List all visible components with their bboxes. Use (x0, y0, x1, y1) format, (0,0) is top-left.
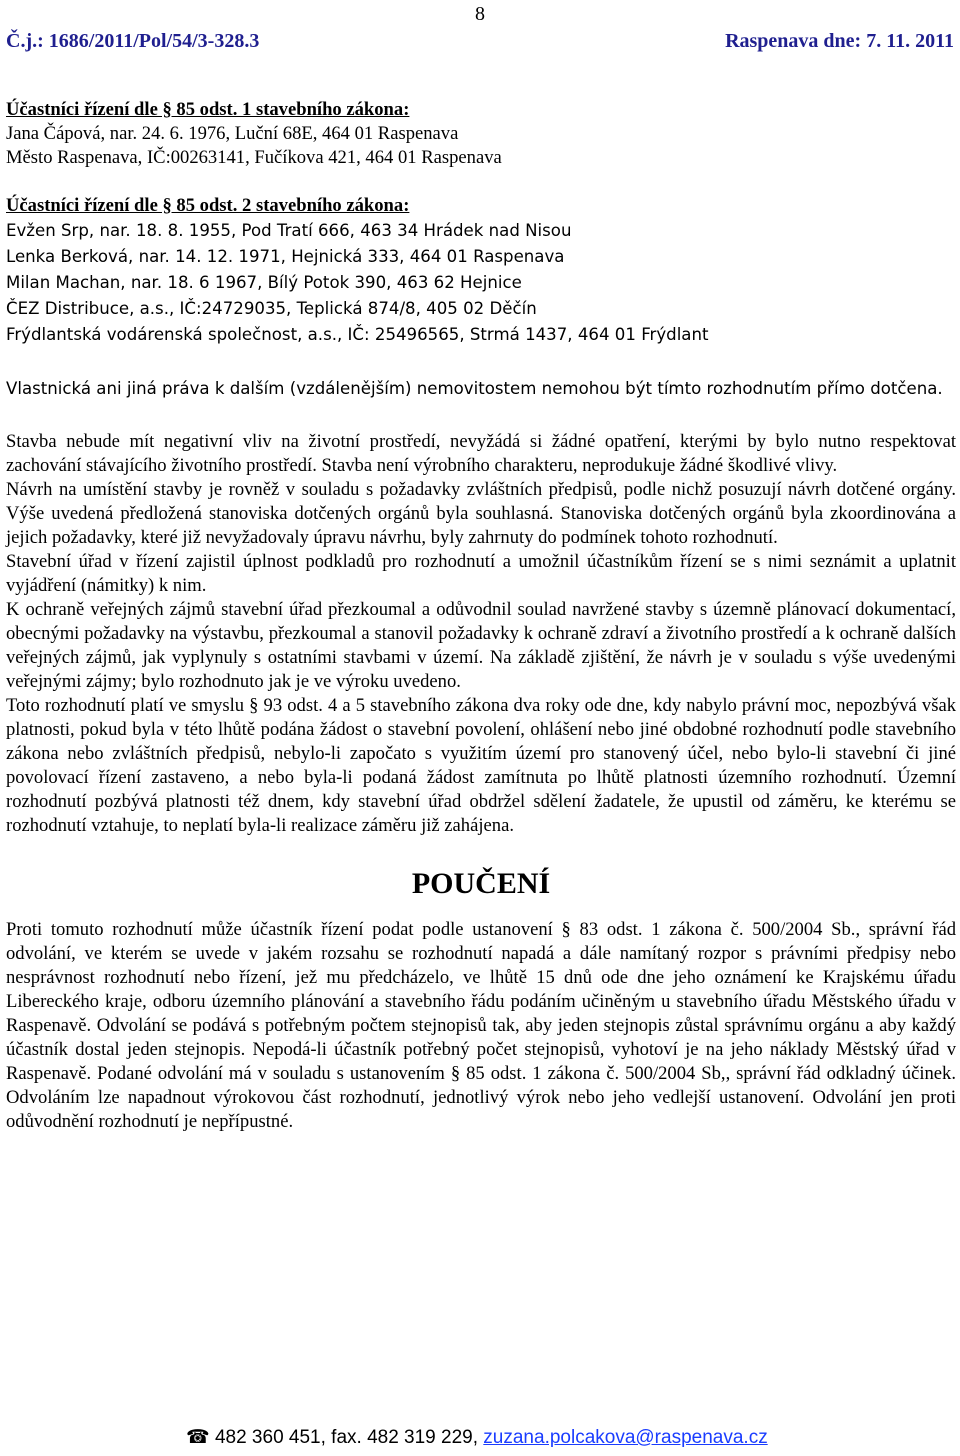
participant-line: Lenka Berková, nar. 14. 12. 1971, Hejnická 333, 464 01 Raspenava (6, 247, 565, 266)
reasoning-paragraph: Návrh na umístění stavby je rovněž v souladu s požadavky zvláštních předpisů, podle nichž posuzují návrh dotčené orgány. Výše uvedená předložená stanoviska dotčených orgánů byla souhlasná. Stanoviska dotčených orgánů byla zkoordinována a jejich požadavky, které již nevyžadovaly úpravu návrhu, byly zahrnuty do podmínek tohoto rozhodnutí. (6, 479, 956, 548)
reasoning-paragraph: Stavba nebude mít negativní vliv na životní prostředí, nevyžádá si žádné opatření, kterými by bylo nutno respektovat zachování stávajícího životního prostředí. Stavba není výrobního charakteru, neprodukuje žádné škodlivé vlivy. (6, 431, 956, 476)
participants-heading-2: Účastníci řízení dle § 85 odst. 2 stavebního zákona: (6, 195, 410, 216)
page-number: 8 (475, 3, 485, 25)
reasoning-paragraph: Toto rozhodnutí platí ve smyslu § 93 odst. 4 a 5 stavebního zákona dva roky ode dne, kdy nabylo právní moc, nepozbývá však platnosti, pokud byla v této lhůtě podána žádost o stavební povolení, ohlášení nebo jiné obdobné rozhodnutí podle stavebního zákona nebo zvláštních předpisů, nebylo-li započato s využitím území pro stanovený účel, nebo bylo-li stavební či jiné povolovací řízení zastaveno, a nebo byla-li podaná žádost zamítnuta po lhůtě platnosti územního rozhodnutí. Územní rozhodnutí pozbývá platnosti též dnem, kdy stavební úřad obdržel sdělení žadatele, že upustil od záměru, ke kterému se rozhodnutí vztahuje, to neplatí byla-li realizace záměru již zahájena. (6, 695, 956, 836)
contact-phone-fax: 482 360 451, fax. 482 319 229, (214, 1427, 484, 1448)
participant-line: Frýdlantská vodárenská společnost, a.s., IČ: 25496565, Strmá 1437, 464 01 Frýdlant (6, 325, 709, 344)
phone-icon: ☎ (186, 1427, 210, 1448)
participants-heading-1: Účastníci řízení dle § 85 odst. 1 stavebního zákona: (6, 99, 410, 120)
participant-line: Město Raspenava, IČ:00263141, Fučíkova 421, 464 01 Raspenava (6, 147, 502, 168)
reasoning-paragraph: Stavební úřad v řízení zajistil úplnost podkladů pro rozhodnutí a umožnil účastníkům řízení se s nimi seznámit a uplatnit vyjádření (námitky) k nim. (6, 551, 956, 596)
participants-section-1 (6, 98, 956, 170)
reasoning-paragraph: K ochraně veřejných zájmů stavební úřad přezkoumal a odůvodnil soulad navržené stavby s územně plánovací dokumentací, obecnými požadavky na výstavbu, přezkoumal a stanovil požadavky k ochraně zdraví a životního prostředí a k ochraně dalších veřejných zájmů, jak vyplynuly s ostatními stavbami v území. Na základě zjištění, že návrh je v souladu s výše uvedenými veřejnými zájmy; bylo rozhodnuto jak je ve výroku uvedeno. (6, 599, 956, 692)
rights-note: Vlastnická ani jiná práva k dalším (vzdálenějším) nemovitostem nemohou být tímto rozhodnutím přímo dotčena. (6, 379, 943, 398)
contact-footer (186, 1427, 768, 1449)
participant-line: Jana Čápová, nar. 24. 6. 1976, Luční 68E, 464 01 Raspenava (6, 123, 459, 144)
participant-line: Milan Machan, nar. 18. 6 1967, Bílý Potok 390, 463 62 Hejnice (6, 273, 522, 292)
participant-line: Evžen Srp, nar. 18. 8. 1955, Pod Tratí 666, 463 34 Hrádek nad Nisou (6, 221, 572, 240)
document-date: Raspenava dne: 7. 11. 2011 (725, 30, 954, 52)
reference-number: Č.j.: 1686/2011/Pol/54/3-328.3 (6, 30, 260, 52)
document-body (6, 98, 956, 1134)
pouceni-text: Proti tomuto rozhodnutí může účastník řízení podat podle ustanovení § 83 odst. 1 zákona č. 500/2004 Sb., správní řád odvolání, ve kterém se uvede v jakém rozsahu se rozhodnutí napadá a dále namítaný rozpor s právními předpisy nebo nesprávnost rozhodnutí nebo řízení, jež mu předcházelo, ve lhůtě 15 dnů ode dne jeho oznámení ke Krajskému úřadu Libereckého kraje, odboru územního plánování a stavebního řádu podáním učiněným u stavebního úřadu Městského úřadu v Raspenavě. Odvolání se podává s potřebným počtem stejnopisů tak, aby jeden stejnopis zůstal správnímu orgánu a aby každý účastník dostal jeden stejnopis. Nepodá-li účastník potřebný počet stejnopisů, vyhotoví je na jeho náklady Městský úřad v Raspenavě. Podané odvolání má v souladu s ustanovením § 85 odst. 1 zákona č. 500/2004 Sb,, správní řád odkladný účinek. Odvoláním lze napadnout výrokovou část rozhodnutí, jednotlivý výrok nebo jeho vedlejší ustanovení. Odvolání jen proti odůvodnění rozhodnutí je nepřípustné. (6, 919, 956, 1132)
participant-line: ČEZ Distribuce, a.s., IČ:24729035, Teplická 874/8, 405 02 Děčín (6, 299, 537, 318)
document-header (6, 29, 954, 53)
participants-section-2 (6, 194, 956, 348)
pouceni-title: POUČENÍ (411, 867, 551, 900)
email-link[interactable]: zuzana.polcakova@raspenava.cz (483, 1427, 768, 1448)
